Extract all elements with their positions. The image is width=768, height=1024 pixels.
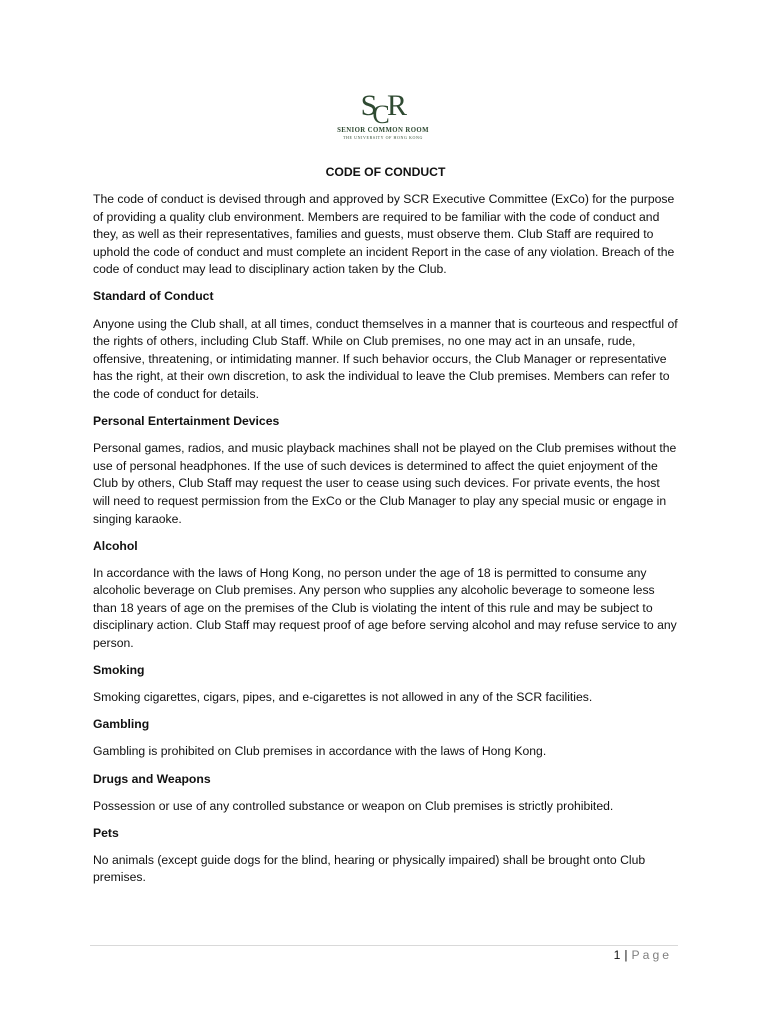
section-heading-drugs-and-weapons: Drugs and Weapons [93, 771, 211, 786]
page-separator: | [624, 948, 628, 962]
svg-text:S: S [360, 89, 378, 122]
svg-text:R: R [386, 89, 408, 122]
scr-monogram-icon [353, 86, 413, 126]
page-label: Page [631, 948, 672, 962]
section-heading-gambling: Gambling [93, 717, 150, 732]
section-heading-smoking: Smoking [93, 663, 145, 678]
section-heading-standard-of-conduct: Standard of Conduct [93, 289, 214, 304]
document-body [93, 164, 678, 897]
section-body-personal-entertainment-devices: Personal games, radios, and music playback machines shall not be played on the Club premises without the use of personal headphones. If the use of such devices is determined to affect the quiet enjoyment of the Club by others, Club Staff may request the user to cease using such devices. For private events, the host will need to request permission from the ExCo or the Club Manager to play any special music or engage in singing karaoke. [93, 441, 677, 526]
page-footer [614, 947, 672, 964]
section-heading-alcohol: Alcohol [93, 538, 138, 553]
section-body-gambling: Gambling is prohibited on Club premises in accordance with the laws of Hong Kong. [93, 744, 547, 759]
section-body-drugs-and-weapons: Possession or use of any controlled substance or weapon on Club premises is strictly prohibited. [93, 798, 614, 813]
intro-paragraph: The code of conduct is devised through and approved by SCR Executive Committee (ExCo) for the purpose of providing a quality club environment. Members are required to be familiar with the code of conduct and they, as well as their representatives, families and guests, must observe them. Club Staff are required to uphold the code of conduct and must complete an incident Report in the case of any violation. Breach of the code of conduct may lead to disciplinary action taken by the Club. [93, 192, 675, 277]
svg-text:C: C [372, 100, 390, 126]
section-heading-personal-entertainment-devices: Personal Entertainment Devices [93, 414, 280, 429]
scr-logo [327, 86, 439, 146]
footer-divider [90, 945, 678, 946]
section-body-smoking: Smoking cigarettes, cigars, pipes, and e-cigarettes is not allowed in any of the SCR facilities. [93, 690, 593, 705]
logo-subname: THE UNIVERSITY OF HONG KONG [342, 135, 424, 140]
section-body-pets: No animals (except guide dogs for the blind, hearing or physically impaired) shall be brought onto Club premises. [93, 852, 646, 885]
page-number: 1 [613, 948, 621, 962]
section-body-alcohol: In accordance with the laws of Hong Kong, no person under the age of 18 is permitted to consume any alcoholic beverage on Club premises. Any person who supplies any alcoholic beverage to someone less than 18 years of age on the premises of the Club is violating the intent of this rule and may be subject to disciplinary action. Club Staff may request proof of age before serving alcohol and may refuse service to any person. [93, 565, 677, 651]
document-title: CODE OF CONDUCT [325, 165, 446, 179]
section-heading-pets: Pets [93, 825, 119, 840]
section-body-standard-of-conduct: Anyone using the Club shall, at all times, conduct themselves in a manner that is courteous and respectful of the rights of others, including Club Staff. While on Club premises, no one may act in an unsafe, rude, offensive, threatening, or intimidating manner. If such behavior occurs, the Club Manager or representative has the right, at their own discretion, to ask the individual to leave the Club premises. Members can refer to the code of conduct for details. [93, 316, 678, 401]
logo-name: SENIOR COMMON ROOM [337, 127, 429, 134]
